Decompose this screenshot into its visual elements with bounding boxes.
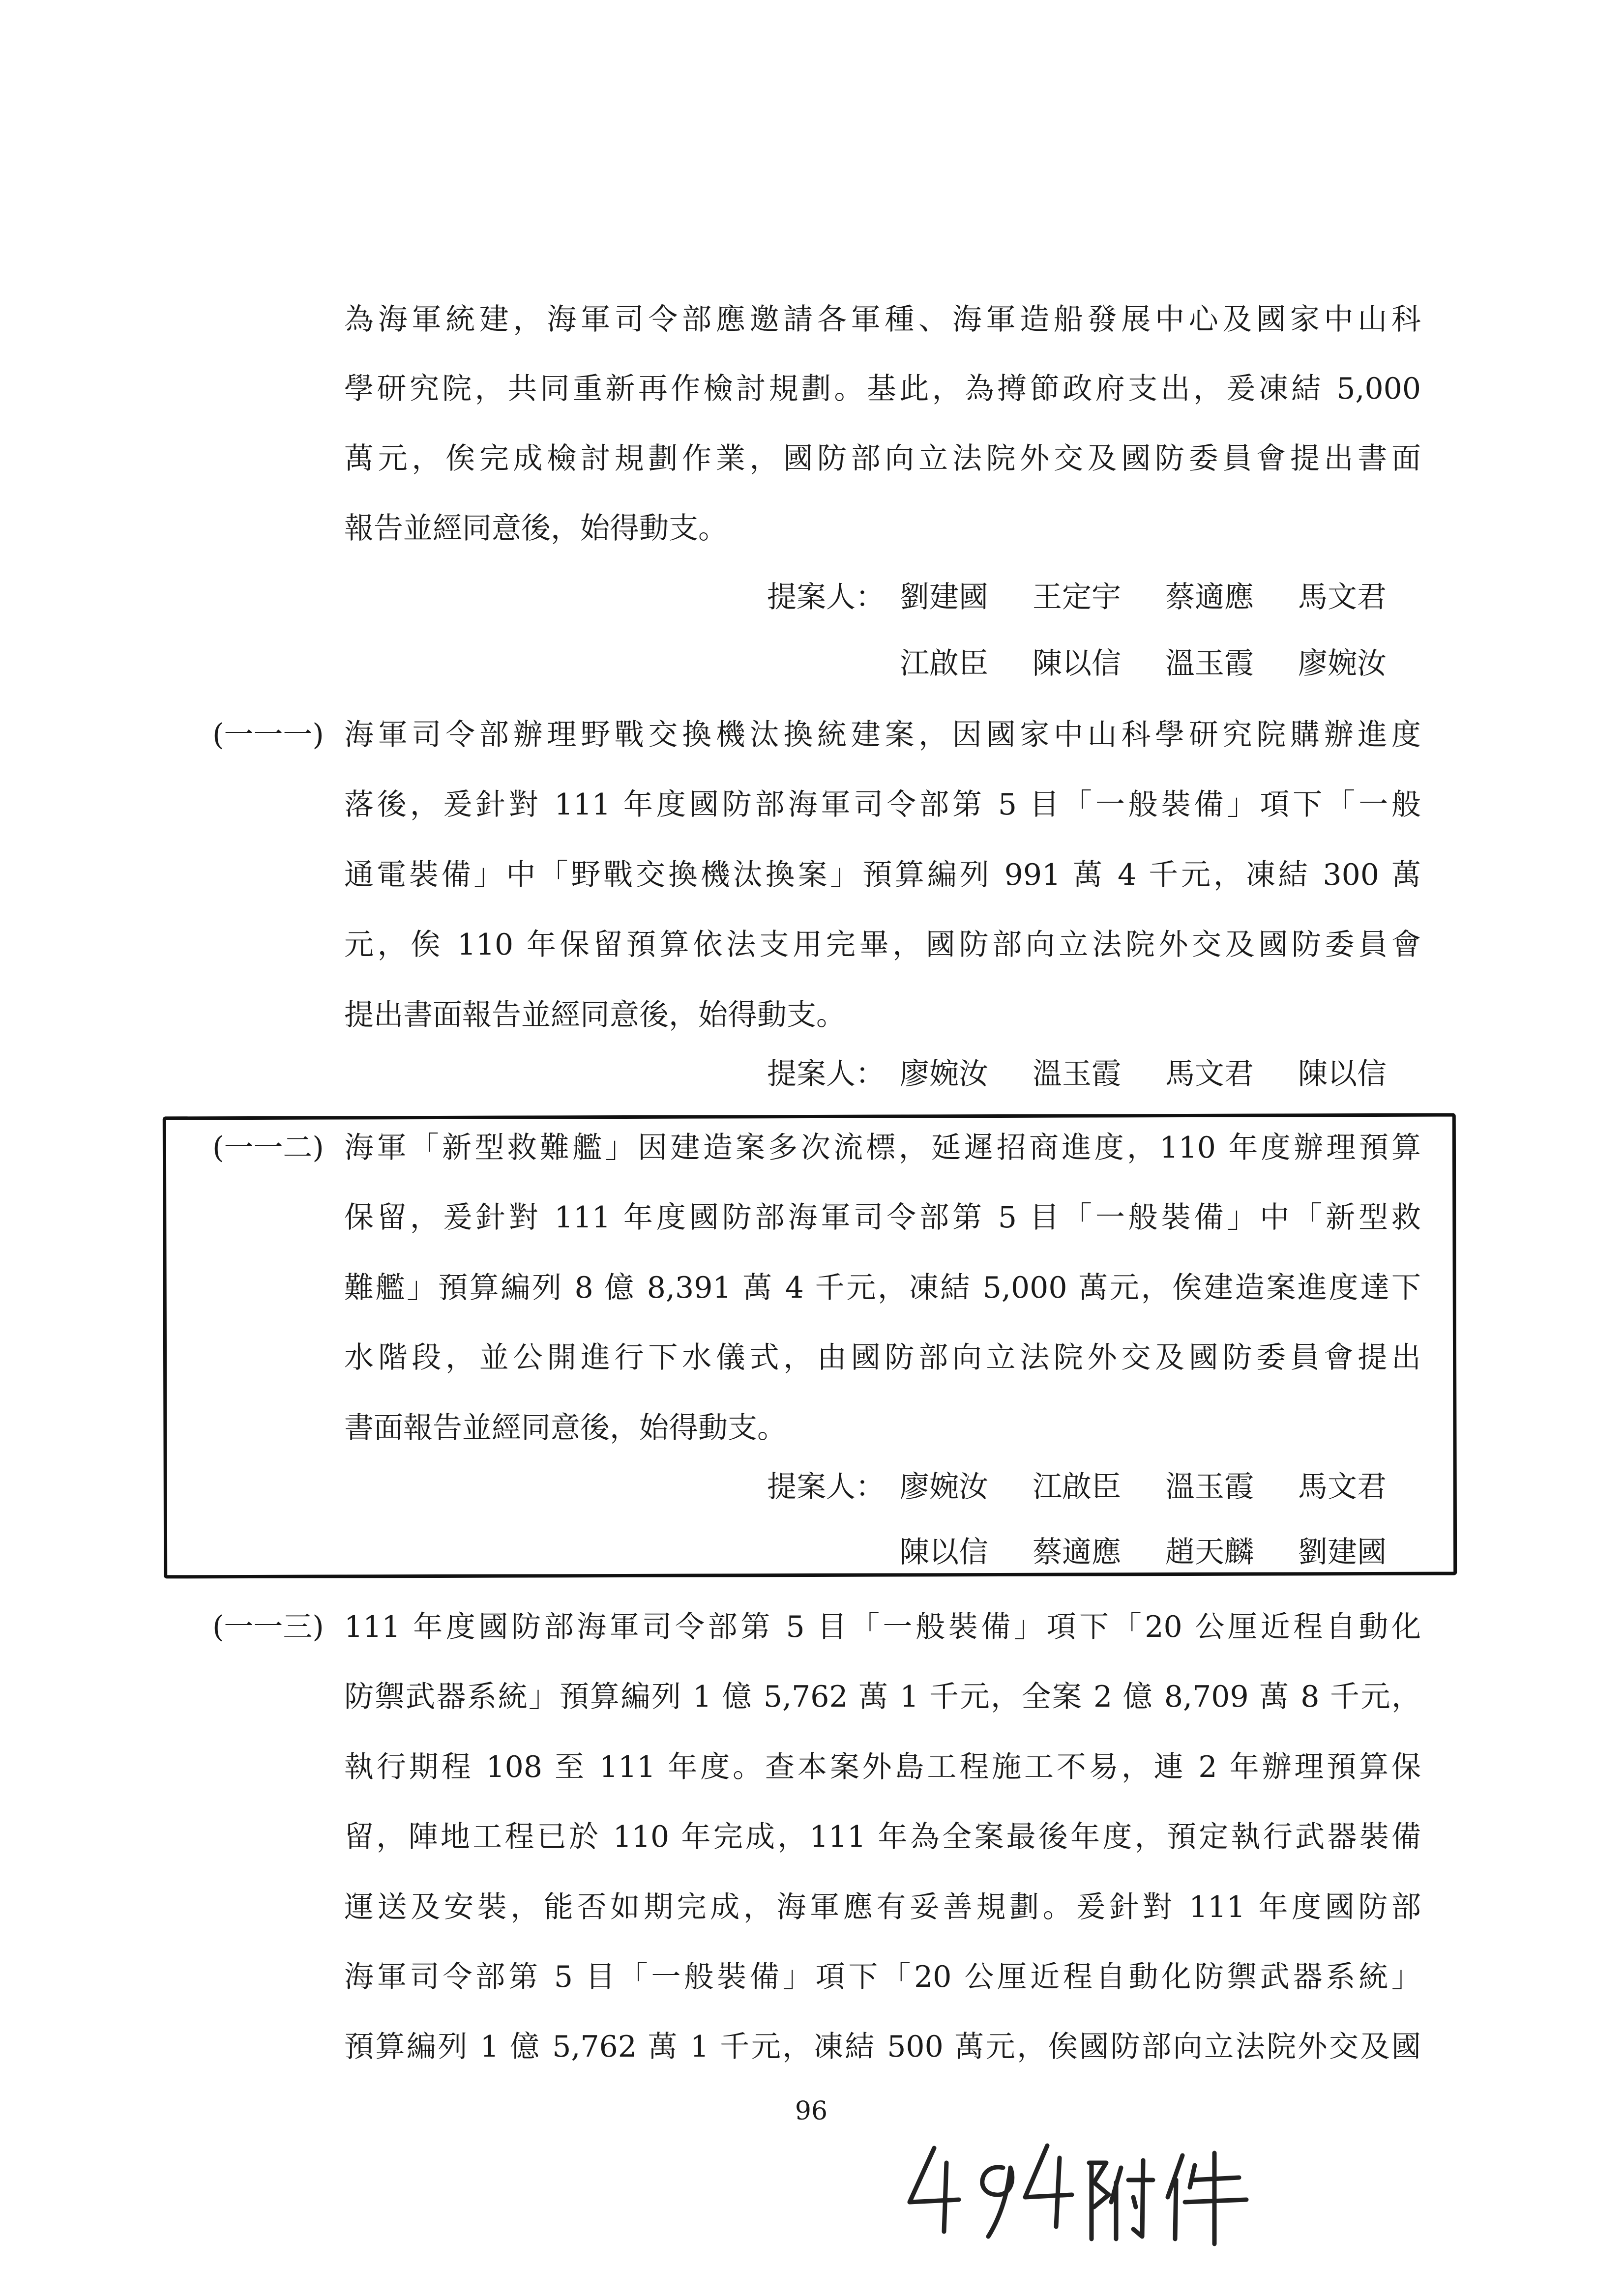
paragraph-line: 落後，爰針對 111 年度國防部海軍司令部第 5 目「一般裝備」項下「一般 — [344, 787, 1421, 822]
proposers-row — [900, 644, 1387, 683]
paragraph-line: 運送及安裝，能否如期完成，海軍應有妥善規劃。爰針對 111 年度國防部 — [344, 1890, 1421, 1924]
paragraph-line: 難艦」預算編列 8 億 8,391 萬 4 千元，凍結 5,000 萬元，俟建造案進度達下 — [344, 1271, 1421, 1305]
paragraph-line: 執行期程 108 至 111 年度。查本案外島工程施工不易，連 2 年辦理預算保 — [344, 1750, 1421, 1784]
proposer-name: 王定宇 — [1033, 580, 1121, 614]
item-label: (一一一) — [212, 718, 324, 752]
proposer-name: 江啟臣 — [900, 646, 988, 681]
paragraph-line: 學研究院，共同重新再作檢討規劃。基此，為撙節政府支出，爰凍結 5,000 — [344, 372, 1421, 406]
proposer-name: 溫玉霞 — [1165, 646, 1254, 681]
item-label: (一一二) — [212, 1131, 324, 1165]
paragraph-line: 留，陣地工程已於 110 年完成，111 年為全案最後年度，預定執行武器裝備 — [344, 1820, 1421, 1854]
paragraph-line: 111 年度國防部海軍司令部第 5 目「一般裝備」項下「20 公厘近程自動化 — [344, 1610, 1421, 1644]
proposer-name: 劉建國 — [1298, 1535, 1387, 1569]
proposer-name: 廖婉汝 — [900, 1057, 988, 1091]
proposer-name: 廖婉汝 — [900, 1470, 988, 1504]
paragraph-line: 元，俟 110 年保留預算依法支用完畢，國防部向立法院外交及國防委員會 — [344, 928, 1421, 962]
proposer-label: 提案人： — [767, 580, 885, 614]
proposer-name: 馬文君 — [1165, 1057, 1254, 1091]
paragraph-line: 書面報告並經同意後，始得動支。 — [344, 1411, 787, 1445]
paragraph-line: 保留，爰針對 111 年度國防部海軍司令部第 5 目「一般裝備」中「新型救 — [344, 1200, 1421, 1235]
proposers-row — [767, 578, 1387, 617]
proposer-name: 趙天麟 — [1165, 1535, 1254, 1569]
paragraph-line: 預算編列 1 億 5,762 萬 1 千元，凍結 500 萬元，俟國防部向立法院外交及國 — [344, 2030, 1421, 2064]
paragraph-line: 海軍司令部第 5 目「一般裝備」項下「20 公厘近程自動化防禦武器系統」 — [344, 1960, 1421, 1994]
proposer-label: 提案人： — [767, 1470, 885, 1504]
proposer-name: 溫玉霞 — [1165, 1470, 1254, 1504]
proposer-name: 馬文君 — [1298, 580, 1387, 614]
proposer-name: 陳以信 — [1033, 646, 1121, 681]
item-label: (一一三) — [212, 1610, 324, 1644]
paragraph-line: 水階段，並公開進行下水儀式，由國防部向立法院外交及國防委員會提出 — [344, 1340, 1421, 1375]
proposer-name: 馬文君 — [1298, 1470, 1387, 1504]
proposer-label: 提案人： — [767, 1057, 885, 1091]
proposer-name: 陳以信 — [900, 1535, 988, 1569]
proposer-name: 陳以信 — [1298, 1057, 1387, 1091]
page-number: 96 — [795, 2096, 828, 2126]
paragraph-line: 防禦武器系統」預算編列 1 億 5,762 萬 1 千元，全案 2 億 8,709 萬 8 千元， — [344, 1680, 1421, 1714]
paragraph-line: 萬元，俟完成檢討規劃作業，國防部向立法院外交及國防委員會提出書面 — [344, 441, 1421, 476]
paragraph-line: 提出書面報告並經同意後，始得動支。 — [344, 998, 846, 1032]
proposer-name: 江啟臣 — [1033, 1470, 1121, 1504]
proposer-name: 蔡適應 — [1165, 580, 1254, 614]
paragraph-line: 報告並經同意後，始得動支。 — [344, 511, 728, 546]
proposer-name: 劉建國 — [900, 580, 988, 614]
proposer-name: 廖婉汝 — [1298, 646, 1387, 681]
proposers-row — [767, 1054, 1387, 1094]
proposer-name: 溫玉霞 — [1033, 1057, 1121, 1091]
handwritten-note-494 — [900, 2133, 1254, 2246]
proposer-name: 蔡適應 — [1033, 1535, 1121, 1569]
paragraph-line: 為海軍統建，海軍司令部應邀請各軍種、海軍造船發展中心及國家中山科 — [344, 302, 1421, 337]
paragraph-line: 海軍「新型救難艦」因建造案多次流標，延遲招商進度，110 年度辦理預算 — [344, 1131, 1421, 1165]
proposers-row — [900, 1533, 1387, 1572]
paragraph-line: 通電裝備」中「野戰交換機汰換案」預算編列 991 萬 4 千元，凍結 300 萬 — [344, 858, 1421, 892]
proposers-row — [767, 1467, 1387, 1507]
paragraph-line: 海軍司令部辦理野戰交換機汰換統建案，因國家中山科學研究院購辦進度 — [344, 718, 1421, 752]
